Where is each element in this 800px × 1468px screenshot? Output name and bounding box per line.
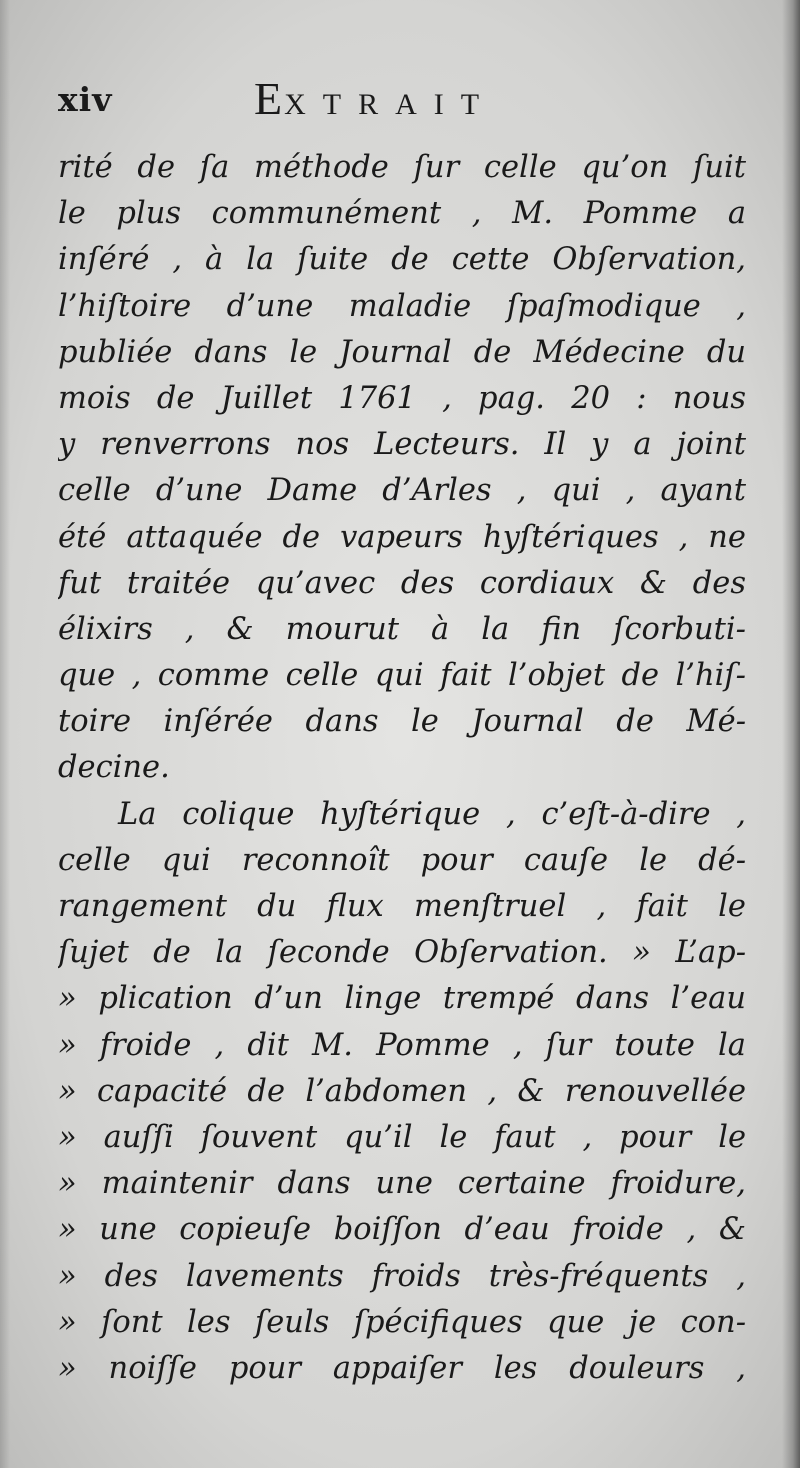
text-line: fut traitée qu’avec des cordiaux & des	[58, 565, 746, 601]
page-header	[58, 72, 748, 132]
page-right-shadow	[782, 0, 800, 1468]
text-line: celle d’une Dame d’Arles , qui , ayant	[58, 473, 746, 509]
quoted-line: » maintenir dans une certaine froidure,	[58, 1166, 746, 1202]
text-line: ſujet de la ſeconde Obſervation. » L’ap-	[58, 935, 746, 971]
text-line: été attaquée de vapeurs hyſtériques , ne	[58, 519, 746, 555]
page-number: xiv	[58, 80, 113, 119]
text-line: rité de ſa méthode ſur celle qu’on ſuit	[58, 150, 746, 185]
text-line: rangement du flux menſtruel , fait le	[58, 889, 746, 924]
text-line: toire inſérée dans le Journal de Mé-	[58, 704, 746, 740]
quoted-line: » une copieuſe boiſſon d’eau froide , &	[58, 1212, 746, 1248]
text-line: élixirs , & mourut à la fin ſcorbuti-	[58, 611, 746, 647]
quoted-line: » auſſi ſouvent qu’il le faut , pour le	[58, 1119, 746, 1155]
running-head-initial: E	[254, 73, 285, 124]
quoted-line: » noiſſe pour appaiſer les douleurs ,	[58, 1350, 746, 1386]
body-text	[58, 145, 746, 1392]
text-line: inſéré , à la ſuite de cette Obſervation,	[58, 242, 746, 278]
page-left-shadow	[0, 0, 10, 1468]
quoted-line: » capacité de l’abdomen , & renouvellée	[58, 1073, 746, 1109]
paragraph-first-line: La colique hyſtérique , c’eſt-à-dire ,	[118, 796, 746, 832]
quoted-line: » ſont les ſeuls ſpécifiques que je con-	[58, 1304, 746, 1340]
quoted-line: » froide , dit M. Pomme , ſur toute la	[58, 1027, 746, 1063]
running-head-rest: XTRAIT	[284, 88, 497, 121]
text-line: que , comme celle qui fait l’objet de l’hiſ-	[58, 658, 746, 694]
quoted-line: » plication d’un linge trempé dans l’eau	[58, 981, 746, 1017]
text-line: le plus communément , M. Pomme a	[58, 196, 746, 232]
text-line: mois de Juillet 1761 , pag. 20 : nous	[58, 380, 746, 416]
quoted-line: » des lavements froids très-fréquents ,	[58, 1258, 746, 1294]
text-line: y renverrons nos Lecteurs. Il y a joint	[58, 427, 746, 463]
text-line: l’hiſtoire d’une maladie ſpaſmodique ,	[58, 288, 746, 324]
text-line: decine.	[58, 750, 170, 786]
text-line: celle qui reconnoît pour cauſe le dé-	[58, 842, 746, 878]
running-head	[254, 72, 496, 125]
text-line: publiée dans le Journal de Médecine du	[58, 334, 746, 370]
